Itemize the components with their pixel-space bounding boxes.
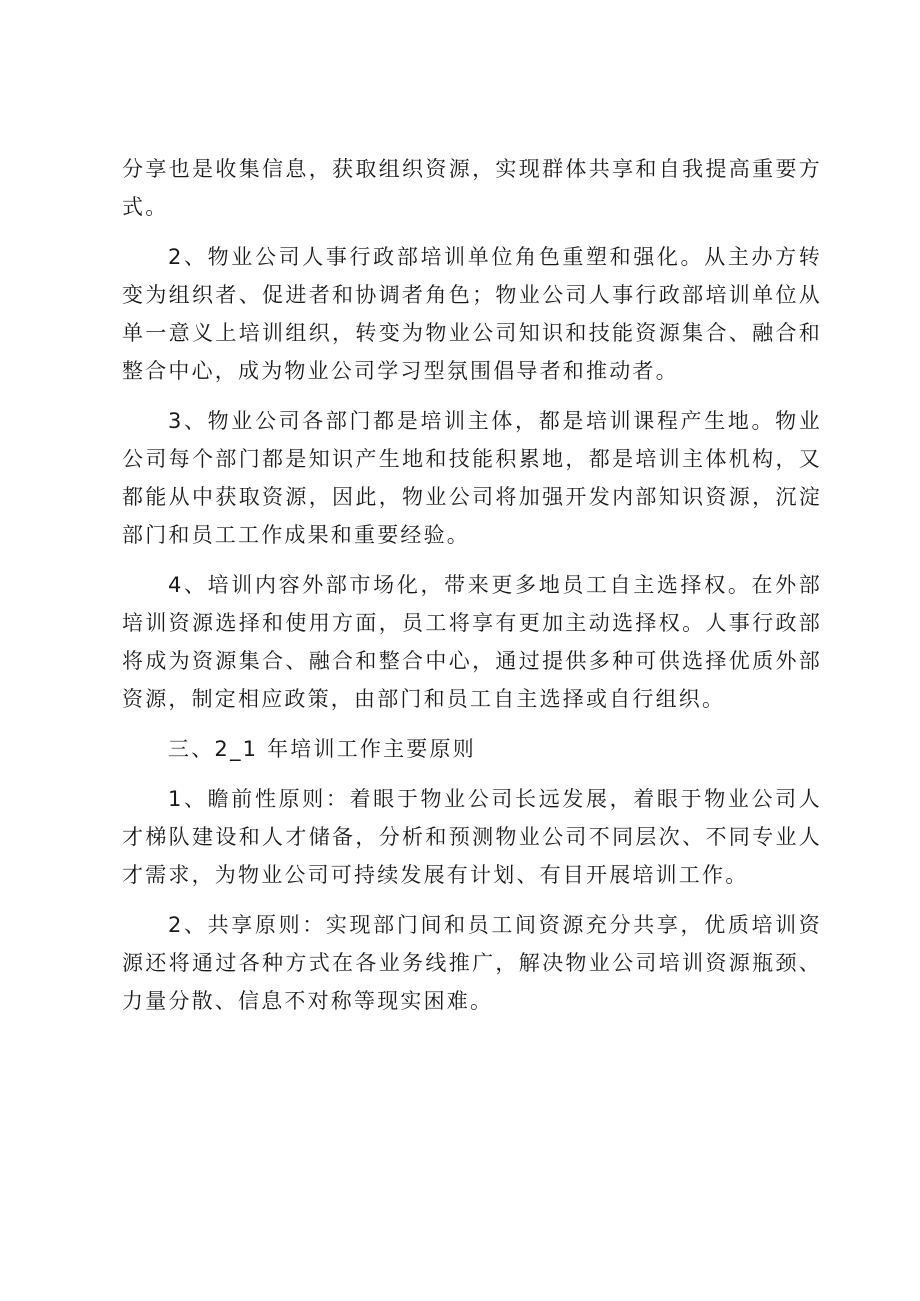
paragraph-principle-1-forward-looking: 1、瞻前性原则：着眼于物业公司长远发展，着眼于物业公司人才梯队建设和人才储备，分析和预测物业公司不同层次、不同专业人才需求，为物业公司可持续发展有计划、有目开展培训工作。 [122, 787, 822, 887]
paragraph-item-3-departments: 3、物业公司各部门都是培训主体，都是培训课程产生地。物业公司每个部门都是知识产生地和技能积累地，都是培训主体机构，又都能从中获取资源，因此，物业公司将加强开发内部知识资源，沉淀部门和员工工作成果和重要经验。 [122, 409, 822, 547]
paragraph-principle-2-sharing: 2、共享原则：实现部门间和员工间资源充分共享，优质培训资源还将通过各种方式在各业务线推广，解决物业公司培训资源瓶颈、力量分散、信息不对称等现实困难。 [122, 913, 822, 1013]
paragraph-item-2-role: 2、物业公司人事行政部培训单位角色重塑和强化。从主办方转变为组织者、促进者和协调者角色；物业公司人事行政部培训单位从单一意义上培训组织，转变为物业公司知识和技能资源集合、融合和整合中心，成为物业公司学习型氛围倡导者和推动者。 [122, 245, 822, 383]
paragraph-continuation: 分享也是收集信息，获取组织资源，实现群体共享和自我提高重要方式。 [122, 157, 822, 219]
document-body [122, 150, 822, 1020]
paragraph-item-4-external: 4、培训内容外部市场化，带来更多地员工自主选择权。在外部培训资源选择和使用方面，员工将享有更加主动选择权。人事行政部将成为资源集合、融合和整合中心，通过提供多种可供选择优质外部资源，制定相应政策，由部门和员工自主选择或自行组织。 [122, 573, 822, 711]
section-heading-principles: 三、2_1 年培训工作主要原则 [168, 737, 476, 761]
